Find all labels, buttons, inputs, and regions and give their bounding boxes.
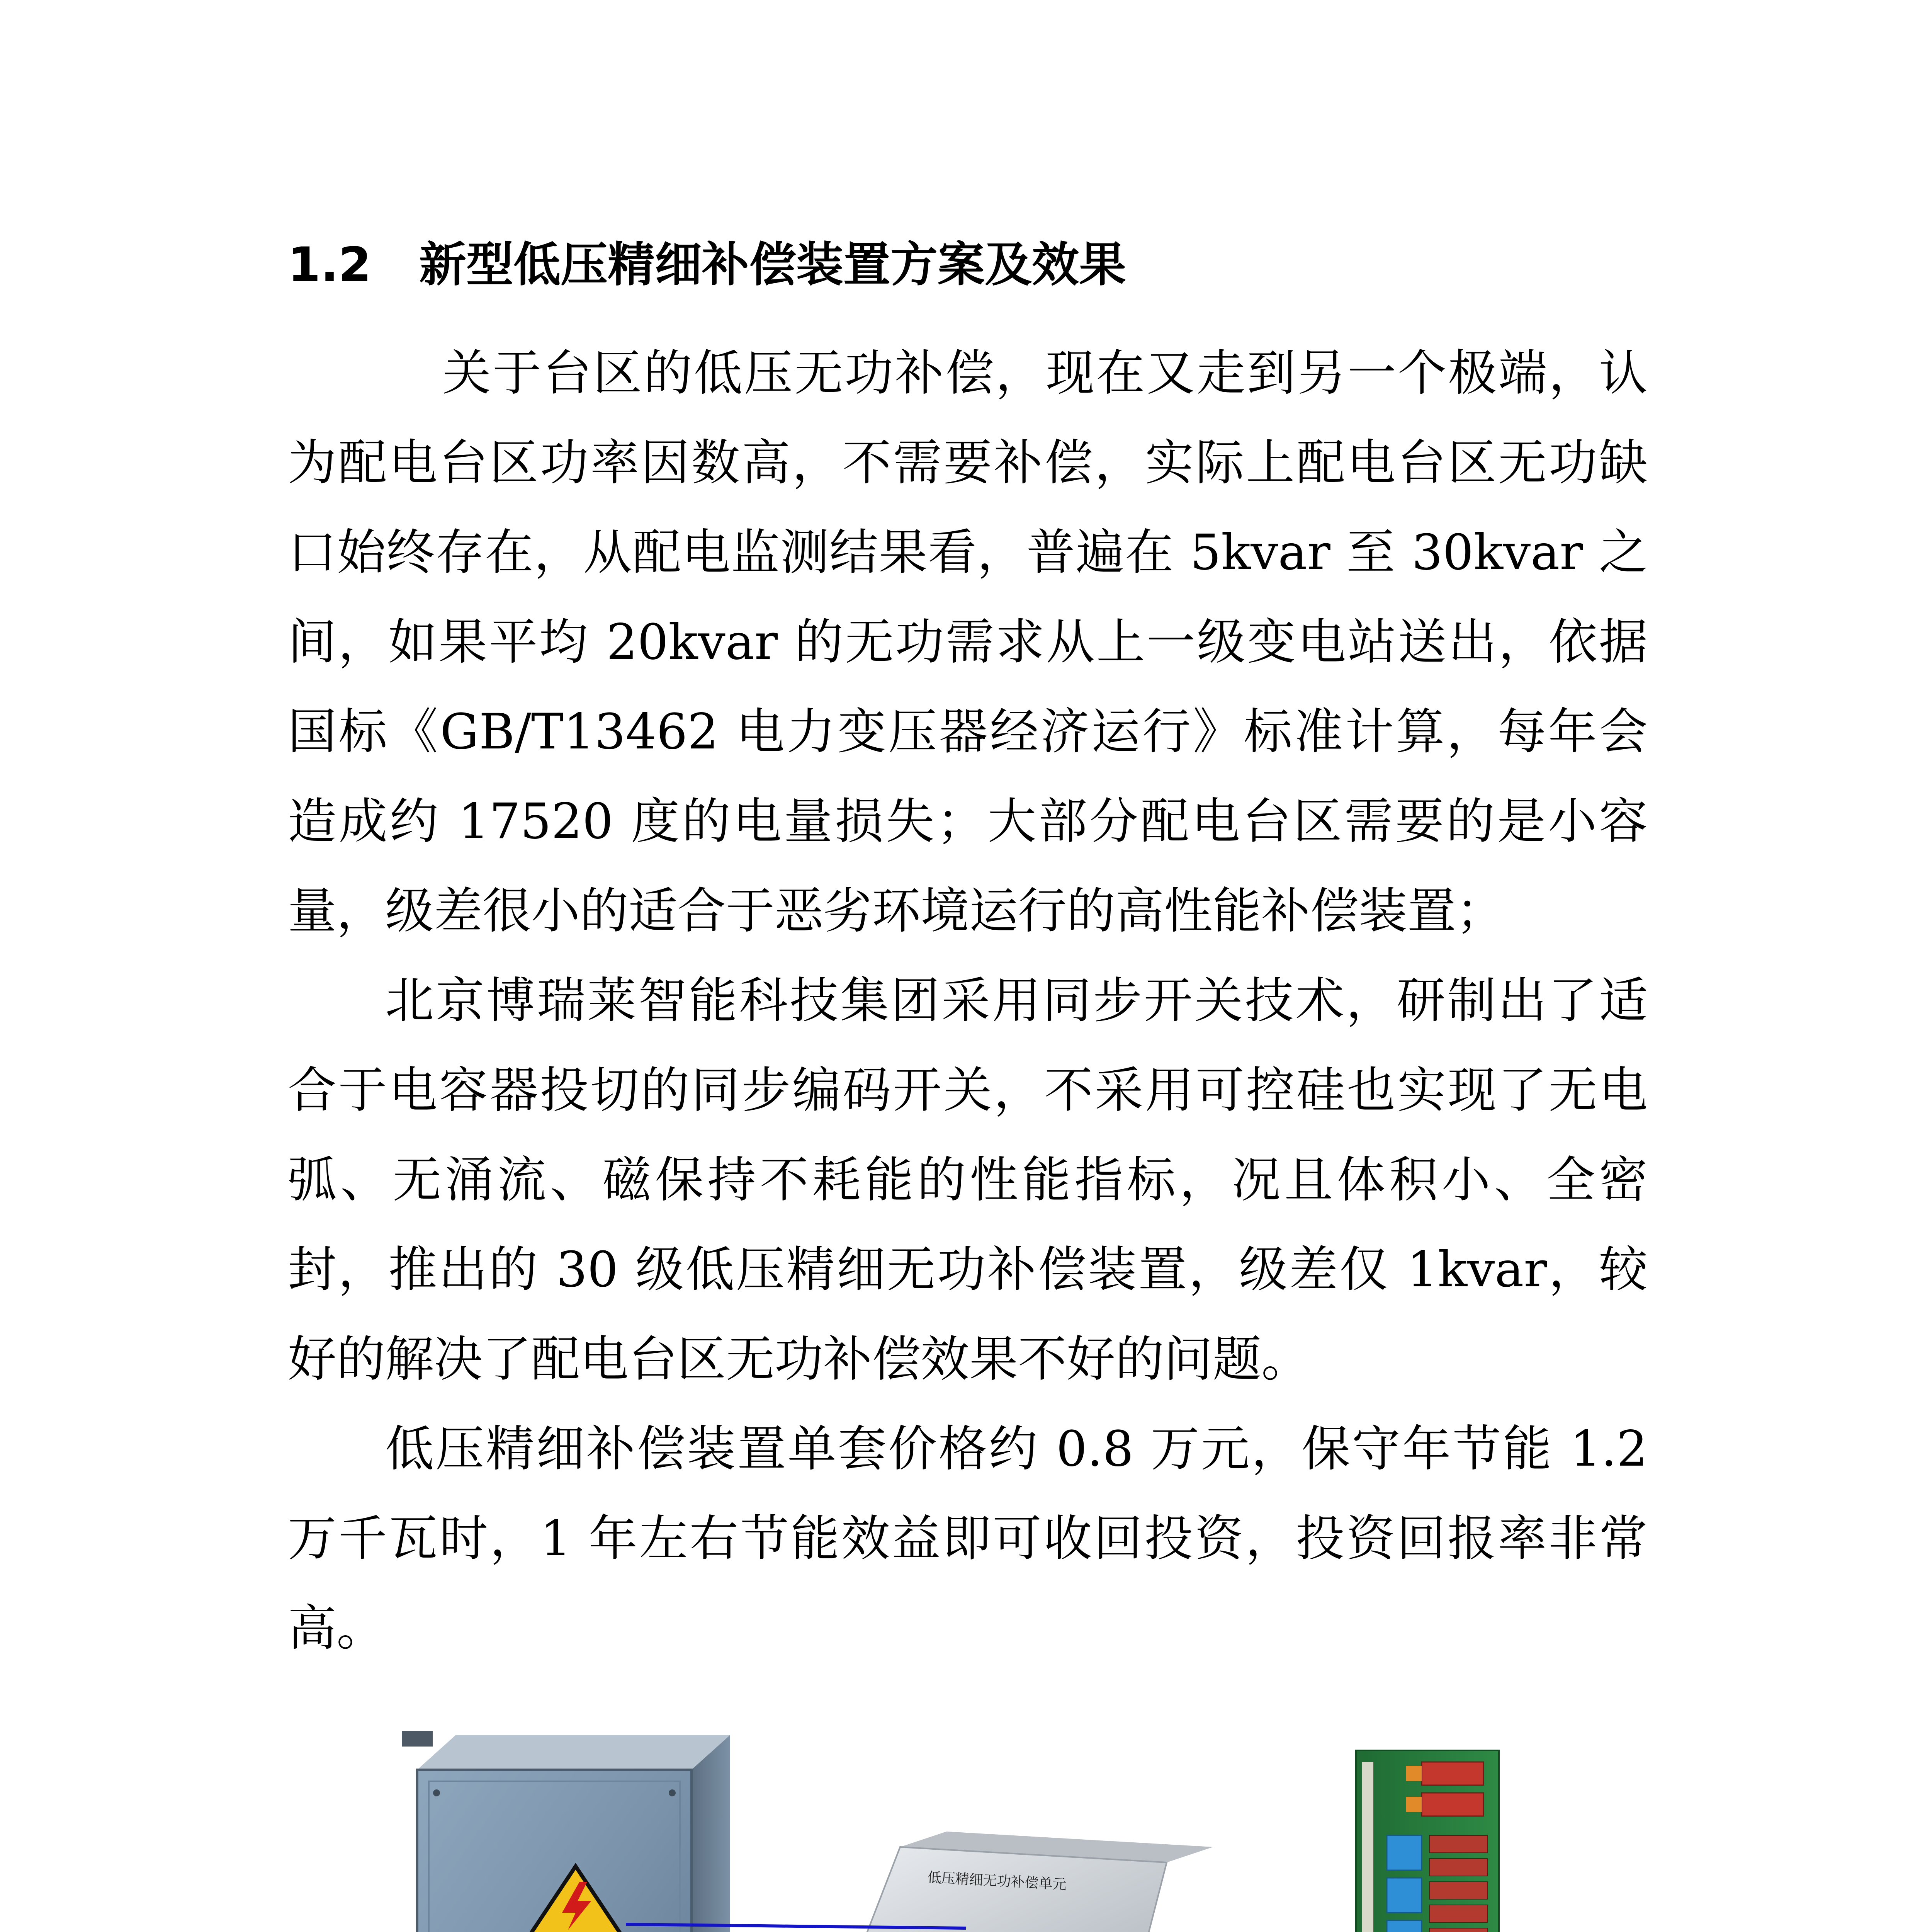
sync-switch-board-image bbox=[1356, 1750, 1499, 1932]
compensation-cabinet-image bbox=[402, 1731, 730, 1932]
section-title: 新型低压精细补偿装置方案及效果 bbox=[419, 237, 1126, 292]
paragraph-2: 北京博瑞莱智能科技集团采用同步开关技术，研制出了适合于电容器投切的同步编码开关，不采用可控硅也实现了无电弧、无涌流、磁保持不耗能的性能指标，况且体积小、全密封，推出的 30 级低压精细无功补偿装置，级差仅 1kvar，较好的解决了配电台区无功补偿效果不好的问题。 bbox=[288, 972, 1648, 1388]
paragraph-1: 关于台区的低压无功补偿，现在又走到另一个极端，认为配电台区功率因数高，不需要补偿，实际上配电台区无功缺口始终存在，从配电监测结果看，普遍在 5kvar 至 30kvar 之间，如果平均 20kvar 的无功需求从上一级变电站送出，依据国标《GB/T13462 电力变压器经济运行》标准计算，每年会造成约 17520 度的电量损失；大部分配电台区需要的是小容量，级差很小的适合于恶劣环境运行的高性能补偿装置； bbox=[288, 345, 1648, 939]
paragraph-3: 低压精细补偿装置单套价格约 0.8 万元，保守年节能 1.2 万千瓦时，1 年左右节能效益即可收回投资，投资回报率非常高。 bbox=[288, 1420, 1648, 1656]
body-text bbox=[288, 328, 1648, 1673]
section-number: 1.2 bbox=[288, 237, 372, 292]
section-heading bbox=[288, 228, 1679, 301]
fine-compensation-unit-image bbox=[846, 1832, 1213, 1932]
unit-top-label: 低压精细无功补偿单元 bbox=[927, 1869, 1067, 1893]
product-figure bbox=[0, 1719, 1920, 1932]
